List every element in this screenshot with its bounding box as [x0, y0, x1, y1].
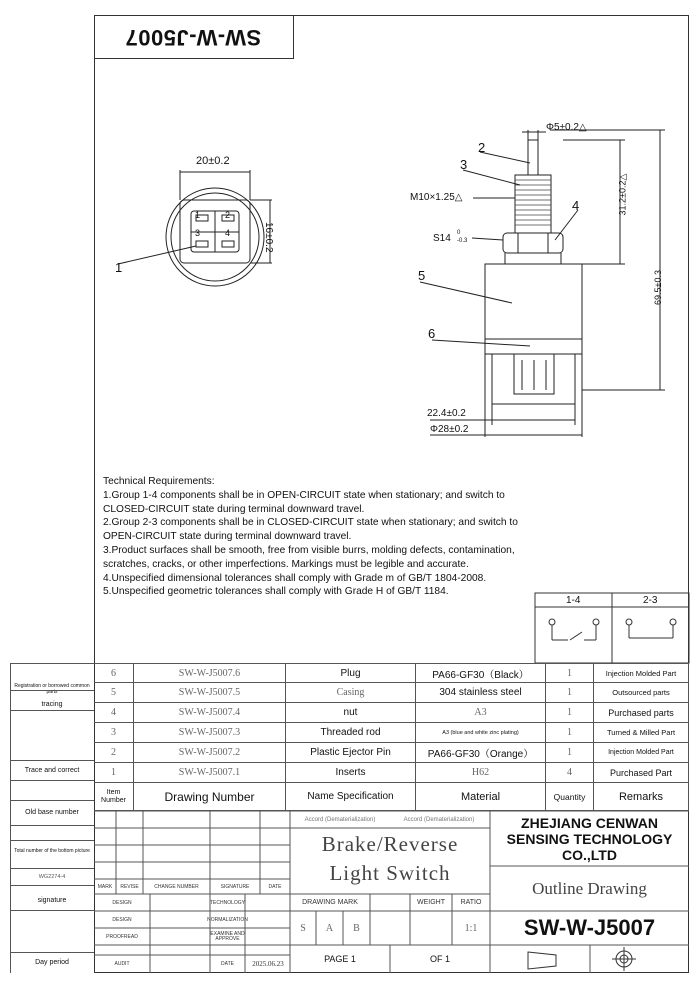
mark-s: S	[300, 922, 306, 934]
left-label: Day period	[35, 959, 69, 966]
ratio-value: 1:1	[464, 922, 478, 934]
hex-tolerance-upper: 0	[457, 230, 461, 236]
rev-header-signature: SIGNATURE	[220, 883, 250, 890]
callout-6: 6	[428, 326, 436, 341]
pin-diameter-dimension: Φ5±0.2△	[546, 122, 587, 133]
mark-a: A	[325, 922, 334, 934]
company-name: ZHEJIANG CENWAN SENSING TECHNOLOGY CO.,LTD	[506, 814, 673, 863]
table-row: 2 SW-W-J5007.2 Plastic Ejector Pin PA66-GF30（Orange） 1 Injection Molded Part	[94, 743, 689, 763]
drawing-number: SW-W-J5007	[523, 915, 656, 940]
role-technology: TECHNOLOGY	[210, 899, 246, 906]
thread-dimension: M10×1.25△	[410, 192, 463, 203]
callout-2: 2	[478, 140, 486, 155]
tech-req-title: Technical Requirements:	[103, 476, 215, 487]
tech-req-item: 4.Unspecified dimensional tolerances shall comply with Grade m of GB/T 1804-2008.	[103, 572, 487, 584]
callout-5: 5	[418, 268, 426, 283]
rev-header-revise: REVISE	[120, 883, 139, 890]
drawing-title: Brake/Reverse Light Switch	[321, 832, 459, 885]
role-date: DATE	[221, 961, 234, 967]
table-row: 4 SW-W-J5007.4 nut A3 1 Purchased parts	[94, 703, 689, 723]
contact-header-1-4: 1-4	[566, 595, 581, 606]
callout-1: 1	[115, 260, 123, 275]
role-design: DESIGN	[112, 899, 132, 906]
left-label: WG2274-4	[38, 874, 66, 880]
pin-label-2: 2	[225, 210, 231, 220]
left-label: Total number of the bottom picture	[14, 848, 90, 854]
hex-tolerance-lower: -0.3	[457, 238, 468, 244]
front-height-dimension: 16±0.2	[263, 222, 274, 253]
table-row: 1 SW-W-J5007.1 Inserts H62 4 Purchased Part	[94, 763, 689, 783]
pin-label-1: 1	[195, 210, 201, 220]
table-header-row: Item Number Drawing Number Name Specification Material Quantity Remarks	[94, 783, 689, 811]
left-label: signature	[37, 897, 67, 904]
role-examine-approve: EXAMINE AND APPROVE	[210, 930, 245, 942]
callout-3: 3	[460, 157, 468, 172]
role-design-2: DESIGN	[112, 916, 132, 923]
role-proofread: PROOFREAD	[106, 933, 138, 940]
drawing-mark-label: DRAWING MARK	[302, 899, 358, 906]
left-label: Registration or borrowed common parts	[14, 683, 90, 695]
pin-label-4: 4	[225, 228, 231, 238]
flipped-drawing-code: SW-W-J5007	[94, 15, 294, 59]
total-length-dimension: 69.5±0.3	[653, 270, 663, 305]
tech-req-item: 1.Group 1-4 components shall be in OPEN-CIRCUIT state when stationary; and switch to CLOSED-CIRCUIT state during terminal downward travel.	[103, 489, 505, 515]
outer-diameter-dimension: Φ28±0.2	[430, 424, 469, 435]
upper-length-dimension: 31.2±0.2△	[617, 173, 628, 216]
left-label: Trace and correct	[24, 767, 80, 774]
callout-4: 4	[572, 198, 580, 213]
tech-req-item: 2.Group 2-3 components shall be in CLOSED-CIRCUIT state when stationary; and switch to OPEN-CIRCUIT state during terminal downward travel.	[103, 517, 518, 543]
weight-label: WEIGHT	[417, 899, 445, 906]
page-total: OF 1	[429, 954, 450, 964]
role-audit: AUDIT	[114, 961, 130, 967]
mark-b: B	[353, 922, 360, 934]
date-value: 2025.06.23	[252, 960, 284, 968]
rev-header-date: DATE	[268, 883, 282, 890]
left-label: Old base number	[25, 809, 79, 816]
projection-symbol	[528, 947, 636, 971]
rev-header-mark: MARK	[97, 883, 113, 890]
contact-header-2-3: 2-3	[643, 595, 658, 606]
front-width-dimension: 20±0.2	[196, 155, 230, 167]
stage-label: Accord (Dematerialization)	[403, 816, 475, 823]
pin-label-3: 3	[195, 228, 201, 238]
left-label: tracing	[41, 701, 63, 708]
role-normalization: NORMALIZATION	[207, 916, 248, 923]
table-row: 6 SW-W-J5007.6 Plug PA66-GF30（Black） 1 Injection Molded Part	[94, 663, 689, 683]
rev-header-change-number: CHANGE NUMBER	[154, 883, 199, 890]
page-number: PAGE 1	[324, 954, 356, 964]
drawing-type: Outline Drawing	[532, 878, 647, 898]
hex-dimension: S14	[433, 233, 451, 244]
table-row: 5 SW-W-J5007.5 Casing 304 stainless steel 1 Outsourced parts	[94, 683, 689, 703]
tech-req-item: 3.Product surfaces shall be smooth, free from visible burrs, molding defects, contamination, scratches, cracks, or other imperfections. Markings must be legible and accurate.	[103, 544, 515, 570]
tech-req-item: 5.Unspecified geometric tolerances shall comply with Grade H of GB/T 1184.	[103, 586, 449, 598]
ratio-label: RATIO	[460, 899, 482, 906]
inner-diameter-dimension: 22.4±0.2	[427, 408, 466, 419]
table-row: 3 SW-W-J5007.3 Threaded rod A3 (blue and white zinc plating) 1 Turned & Milled Part	[94, 723, 689, 743]
stage-label: Accord (Dematerialization)	[304, 816, 376, 823]
